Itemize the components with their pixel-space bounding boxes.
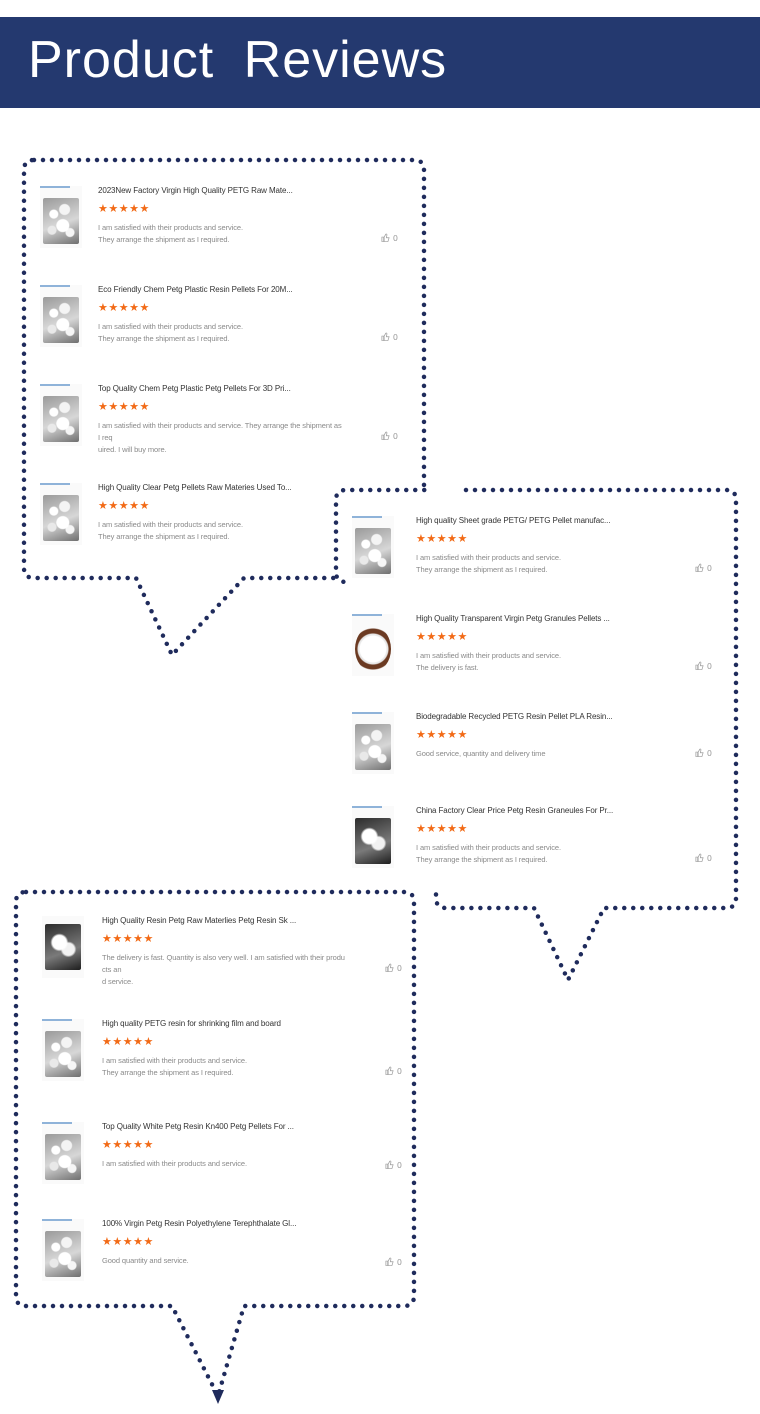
like-button[interactable] (381, 332, 398, 342)
review-text: I am satisfied with their products and service. (102, 1159, 247, 1168)
review-text: I am satisfied with their products and service. They arrange the shipment as I required. (416, 553, 561, 574)
review-item[interactable] (36, 370, 406, 470)
review-item[interactable] (36, 172, 406, 272)
review-bubble-3 (16, 892, 414, 1306)
like-button[interactable] (695, 853, 712, 863)
thumbs-up-icon (385, 963, 394, 972)
star-rating: ★★★★★ (98, 202, 150, 215)
like-count: 0 (396, 964, 402, 973)
star-rating: ★★★★★ (98, 400, 150, 413)
product-thumbnail[interactable] (352, 516, 394, 578)
thumbs-up-icon (695, 748, 704, 757)
review-item[interactable] (348, 502, 720, 602)
like-button[interactable] (695, 748, 712, 758)
review-text: I am satisfied with their products and service. They arrange the shipment as I required. (98, 520, 243, 541)
review-item[interactable] (38, 1205, 410, 1303)
review-text: I am satisfied with their products and service. They arrange the shipment as I required. (98, 223, 243, 244)
product-title[interactable]: High Quality Transparent Virgin Petg Granules Pellets ... (416, 614, 610, 623)
review-text: I am satisfied with their products and service. They arrange the shipment as I required. (102, 1056, 247, 1077)
thumbs-up-icon (385, 1066, 394, 1075)
star-rating: ★★★★★ (416, 728, 468, 741)
star-rating: ★★★★★ (102, 1138, 154, 1151)
like-button[interactable] (381, 431, 398, 441)
like-button[interactable] (385, 963, 402, 973)
like-count: 0 (396, 1067, 402, 1076)
review-item[interactable] (38, 1108, 410, 1206)
thumbs-up-icon (385, 1257, 394, 1266)
thumbs-up-icon (695, 853, 704, 862)
like-button[interactable] (695, 661, 712, 671)
like-button[interactable] (385, 1160, 402, 1170)
star-rating: ★★★★★ (98, 301, 150, 314)
like-count: 0 (706, 749, 712, 758)
like-count: 0 (392, 333, 398, 342)
product-title[interactable]: High Quality Clear Petg Pellets Raw Materies Used To... (98, 483, 292, 492)
like-count: 0 (396, 1258, 402, 1267)
product-title[interactable]: Eco Friendly Chem Petg Plastic Resin Pellets For 20M... (98, 285, 293, 294)
like-button[interactable] (695, 563, 712, 573)
like-count: 0 (392, 234, 398, 243)
product-thumbnail[interactable] (42, 1219, 84, 1281)
product-title[interactable]: High quality PETG resin for shrinking film and board (102, 1019, 281, 1028)
star-rating: ★★★★★ (98, 499, 150, 512)
star-rating: ★★★★★ (416, 630, 468, 643)
product-thumbnail[interactable] (40, 186, 82, 248)
thumbs-up-icon (385, 1160, 394, 1169)
star-rating: ★★★★★ (102, 1035, 154, 1048)
arrow-tip (212, 1390, 224, 1404)
like-count: 0 (706, 564, 712, 573)
product-title[interactable]: Top Quality Chem Petg Plastic Petg Pellets For 3D Pri... (98, 384, 291, 393)
product-thumbnail[interactable] (352, 712, 394, 774)
product-thumbnail[interactable] (352, 806, 394, 868)
product-title[interactable]: High Quality Resin Petg Raw Materlies Petg Resin Sk ... (102, 916, 297, 925)
page-title: Product Reviews (28, 31, 448, 89)
review-bubble-2 (336, 490, 736, 908)
product-title[interactable]: High quality Sheet grade PETG/ PETG Pellet manufac... (416, 516, 611, 525)
review-text: I am satisfied with their products and service. They arrange the shipment as I required. (98, 322, 243, 343)
product-thumbnail[interactable] (42, 1019, 84, 1081)
review-list (38, 902, 410, 1302)
product-title[interactable]: 2023New Factory Virgin High Quality PETG Raw Mate... (98, 186, 293, 195)
review-list (348, 502, 720, 892)
like-button[interactable] (385, 1066, 402, 1076)
review-text: The delivery is fast. Quantity is also very well. I am satisfied with their products an d service. (102, 953, 345, 986)
thumbs-up-icon (381, 431, 390, 440)
product-thumbnail[interactable] (352, 614, 394, 676)
like-count: 0 (706, 854, 712, 863)
review-text: I am satisfied with their products and service. They arrange the shipment as I required. (416, 843, 561, 864)
review-item[interactable] (36, 271, 406, 371)
product-title[interactable]: Biodegradable Recycled PETG Resin Pellet PLA Resin... (416, 712, 613, 721)
review-item[interactable] (38, 1005, 410, 1109)
review-item[interactable] (348, 792, 720, 891)
review-text: I am satisfied with their products and service. They arrange the shipment as I req uired. I will buy more. (98, 421, 342, 454)
thumbs-up-icon (381, 332, 390, 341)
star-rating: ★★★★★ (416, 822, 468, 835)
product-title[interactable]: Top Quality White Petg Resin Kn400 Petg Pellets For ... (102, 1122, 294, 1131)
review-item[interactable] (348, 600, 720, 700)
like-count: 0 (396, 1161, 402, 1170)
review-text: Good quantity and service. (102, 1256, 189, 1265)
review-item[interactable] (348, 698, 720, 793)
product-thumbnail[interactable] (40, 285, 82, 347)
review-text: Good service, quantity and delivery time (416, 749, 546, 758)
product-thumbnail[interactable] (42, 1122, 84, 1184)
like-count: 0 (706, 662, 712, 671)
product-thumbnail[interactable] (40, 483, 82, 545)
like-button[interactable] (385, 1257, 402, 1267)
product-title[interactable]: China Factory Clear Price Petg Resin Graneules For Pr... (416, 806, 614, 815)
like-button[interactable] (381, 233, 398, 243)
header-banner (0, 17, 760, 108)
review-item[interactable] (38, 902, 410, 1006)
star-rating: ★★★★★ (102, 932, 154, 945)
thumbs-up-icon (695, 563, 704, 572)
like-count: 0 (392, 432, 398, 441)
product-title[interactable]: 100% Virgin Petg Resin Polyethylene Terephthalate Gl... (102, 1219, 297, 1228)
product-thumbnail[interactable] (42, 916, 84, 978)
thumbs-up-icon (381, 233, 390, 242)
thumbs-up-icon (695, 661, 704, 670)
star-rating: ★★★★★ (102, 1235, 154, 1248)
review-text: I am satisfied with their products and service. The delivery is fast. (416, 651, 561, 672)
star-rating: ★★★★★ (416, 532, 468, 545)
product-thumbnail[interactable] (40, 384, 82, 446)
